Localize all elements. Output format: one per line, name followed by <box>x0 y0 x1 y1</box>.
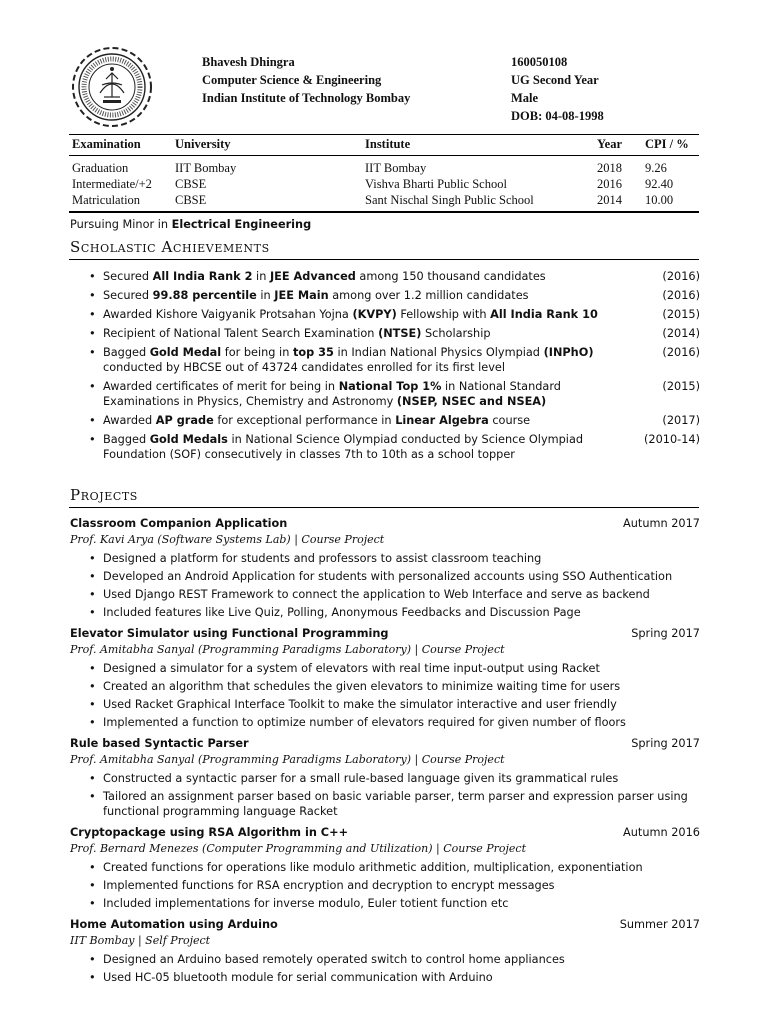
table-cell: 2018 <box>597 161 622 176</box>
table-row <box>69 193 699 209</box>
department: Computer Science & Engineering <box>202 73 382 87</box>
table-cell: Sant Nischal Singh Public School <box>365 193 534 208</box>
project-title <box>70 917 700 933</box>
achievement-text: Recipient of National Talent Search Examination <box>103 327 379 340</box>
project-title <box>70 825 700 841</box>
achievement-highlight: National Top 1% <box>338 380 442 393</box>
achievement-text: in National Science Olympiad conducted by Science Olympiad Foundation (SOF) consecutively in classes 7th to 10th as a school topper <box>103 433 584 461</box>
project-bullet: • Used Racket Graphical Interface Toolkit to make the simulator interactive and user friendly <box>70 697 700 712</box>
projects-rule <box>69 507 699 508</box>
table-cell: CBSE <box>175 177 207 192</box>
achievement-highlight: Gold Medal <box>149 346 222 359</box>
achievement-text: Secured <box>103 289 153 302</box>
project-name: Rule based Syntactic Parser <box>70 737 249 750</box>
header-details <box>511 53 604 125</box>
achievement-text: Awarded certificates of merit for being in <box>103 380 339 393</box>
project-bullet: • Used Django REST Framework to connect the application to Web Interface and serve as backend <box>70 587 700 602</box>
project-guide: Prof. Amitabha Sanyal (Programming Paradigms Laboratory) | Course Project <box>70 753 505 766</box>
iit-bombay-logo <box>70 45 154 129</box>
achievements-rule <box>69 259 699 260</box>
project-name: Home Automation using Arduino <box>70 918 278 931</box>
achievement-item <box>70 269 700 284</box>
table-cell: 2016 <box>597 177 622 192</box>
achievement-text: Bagged <box>103 433 150 446</box>
table-row <box>69 177 699 193</box>
achievement-year: (2010-14) <box>643 433 700 446</box>
achievement-text: conducted by HBCSE out of 43724 candidates enrolled for its first level <box>103 361 506 374</box>
achievement-item <box>70 307 700 322</box>
project-entry <box>70 825 700 911</box>
project-bullet: • Created functions for operations like modulo arithmetic addition, multiplication, exponentiation <box>70 860 700 875</box>
achievement-text: in <box>252 270 270 283</box>
project-bullet: • Developed an Android Application for students with personalized accounts using SSO Authentication <box>70 569 700 584</box>
achievement-highlight: Gold Medals <box>149 433 228 446</box>
achievement-text: Awarded <box>103 414 156 427</box>
achievement-year: (2017) <box>662 414 700 427</box>
achievement-highlight: JEE Main <box>274 289 329 302</box>
project-term: Spring 2017 <box>631 737 700 750</box>
achievement-text: Bagged <box>103 346 150 359</box>
header-institute: Institute <box>365 137 411 152</box>
achievement-highlight: top 35 <box>292 346 334 359</box>
table-header-row <box>69 135 699 155</box>
header-examination: Examination <box>72 137 141 152</box>
achievement-year: (2014) <box>662 327 700 340</box>
project-bullet: • Implemented a function to optimize number of elevators required for given number of floors <box>70 715 700 730</box>
projects-list <box>70 516 700 985</box>
achievement-highlight: 99.88 percentile <box>152 289 257 302</box>
header-university: University <box>175 137 231 152</box>
table-row <box>69 161 699 177</box>
education-table <box>69 134 699 213</box>
project-entry <box>70 736 700 819</box>
institute-name: Indian Institute of Technology Bombay <box>202 91 411 105</box>
table-cell: 2014 <box>597 193 622 208</box>
table-cell: CBSE <box>175 193 207 208</box>
project-title <box>70 736 700 752</box>
project-name: Classroom Companion Application <box>70 517 288 530</box>
achievement-text: in <box>256 289 275 302</box>
project-term: Autumn 2017 <box>623 517 700 530</box>
achievement-highlight: (KVPY) <box>352 308 397 321</box>
achievement-highlight: (INPhO) <box>543 346 594 359</box>
achievement-year: (2016) <box>662 270 700 283</box>
table-cell: Vishva Bharti Public School <box>365 177 507 192</box>
header-year: Year <box>597 137 622 152</box>
achievement-highlight: AP grade <box>155 414 214 427</box>
achievement-text: among over 1.2 million candidates <box>328 289 529 302</box>
achievement-item <box>70 326 700 341</box>
achievement-item <box>70 379 700 409</box>
project-term: Spring 2017 <box>631 627 700 640</box>
table-cell: IIT Bombay <box>175 161 237 176</box>
project-title <box>70 626 700 642</box>
achievement-text: course <box>488 414 531 427</box>
project-name: Elevator Simulator using Functional Programming <box>70 627 389 640</box>
date-of-birth: DOB: 04-08-1998 <box>511 109 604 123</box>
project-name: Cryptopackage using RSA Algorithm in C++ <box>70 826 349 839</box>
projects-heading: Projects <box>70 486 138 504</box>
achievement-text: Fellowship with <box>396 308 491 321</box>
achievement-year: (2015) <box>662 380 700 393</box>
project-guide: IIT Bombay | Self Project <box>70 934 211 947</box>
achievement-item <box>70 288 700 303</box>
project-bullet: • Tailored an assignment parser based on basic variable parser, term parser and expression parser using functional programming language Racket <box>70 789 700 819</box>
project-bullet: • Used HC-05 bluetooth module for serial communication with Arduino <box>70 970 700 985</box>
achievement-item <box>70 345 700 375</box>
achievement-highlight: JEE Advanced <box>269 270 356 283</box>
table-cell: 10.00 <box>645 193 674 208</box>
achievement-highlight: Linear Algebra <box>395 414 489 427</box>
project-entry <box>70 516 700 620</box>
achievement-highlight: All India Rank 10 <box>490 308 598 321</box>
achievement-text: for being in <box>221 346 293 359</box>
table-cell: 9.26 <box>645 161 667 176</box>
program: UG Second Year <box>511 73 599 87</box>
achievement-text: Scholarship <box>421 327 491 340</box>
project-bullet: • Implemented functions for RSA encryption and decryption to encrypt messages <box>70 878 700 893</box>
project-guide: Prof. Kavi Arya (Software Systems Lab) | Course Project <box>70 533 385 546</box>
project-entry <box>70 626 700 730</box>
achievement-highlight: All India Rank 2 <box>152 270 253 283</box>
project-bullet: • Included features like Live Quiz, Polling, Anonymous Feedbacks and Discussion Page <box>70 605 700 620</box>
achievement-text: in Indian National Physics Olympiad <box>333 346 544 359</box>
table-cell: IIT Bombay <box>365 161 427 176</box>
achievement-text: for exceptional performance in <box>213 414 396 427</box>
project-term: Autumn 2016 <box>623 826 700 839</box>
project-bullet: • Constructed a syntactic parser for a small rule-based language given its grammatical rules <box>70 771 700 786</box>
achievement-year: (2015) <box>662 308 700 321</box>
gender: Male <box>511 91 539 105</box>
project-entry <box>70 917 700 985</box>
achievement-item <box>70 432 700 462</box>
project-guide: Prof. Bernard Menezes (Computer Programming and Utilization) | Course Project <box>70 842 527 855</box>
project-bullet: • Designed an Arduino based remotely operated switch to control home appliances <box>70 952 700 967</box>
achievement-text: Awarded Kishore Vaigyanik Protsahan Yojna <box>103 308 353 321</box>
achievements-list <box>70 269 700 466</box>
achievement-year: (2016) <box>662 346 700 359</box>
minor-subject: Electrical Engineering <box>171 218 312 231</box>
table-cell: Matriculation <box>72 193 141 208</box>
achievement-highlight: (NSEP, NSEC and NSEA) <box>396 395 547 408</box>
table-cell: Graduation <box>72 161 129 176</box>
achievement-year: (2016) <box>662 289 700 302</box>
project-bullet: • Created an algorithm that schedules the given elevators to minimize waiting time for users <box>70 679 700 694</box>
achievement-text: among 150 thousand candidates <box>355 270 546 283</box>
achievement-text: Secured <box>103 270 153 283</box>
candidate-name: Bhavesh Dhingra <box>202 55 295 69</box>
header-identity <box>202 53 410 107</box>
project-guide: Prof. Amitabha Sanyal (Programming Paradigms Laboratory) | Course Project <box>70 643 505 656</box>
table-cell: Intermediate/+2 <box>72 177 152 192</box>
project-bullet: • Designed a simulator for a system of elevators with real time input-output using Racket <box>70 661 700 676</box>
project-term: Summer 2017 <box>619 918 700 931</box>
project-bullet: • Included implementations for inverse modulo, Euler totient function etc <box>70 896 700 911</box>
achievement-item <box>70 413 700 428</box>
table-bottom-rule <box>69 211 699 212</box>
achievement-highlight: (NTSE) <box>378 327 422 340</box>
achievement-text: in National Standard Examinations in Physics, Chemistry and Astronomy <box>103 380 561 408</box>
roll-number: 160050108 <box>511 55 568 69</box>
minor-statement <box>70 218 311 231</box>
table-cell: 92.40 <box>645 177 674 192</box>
project-bullet: • Designed a platform for students and professors to assist classroom teaching <box>70 551 700 566</box>
project-title <box>70 516 700 532</box>
achievements-heading: Scholastic Achievements <box>70 238 270 256</box>
minor-prefix: Pursuing Minor in <box>70 218 172 231</box>
header-cpi: CPI / % <box>645 137 689 152</box>
